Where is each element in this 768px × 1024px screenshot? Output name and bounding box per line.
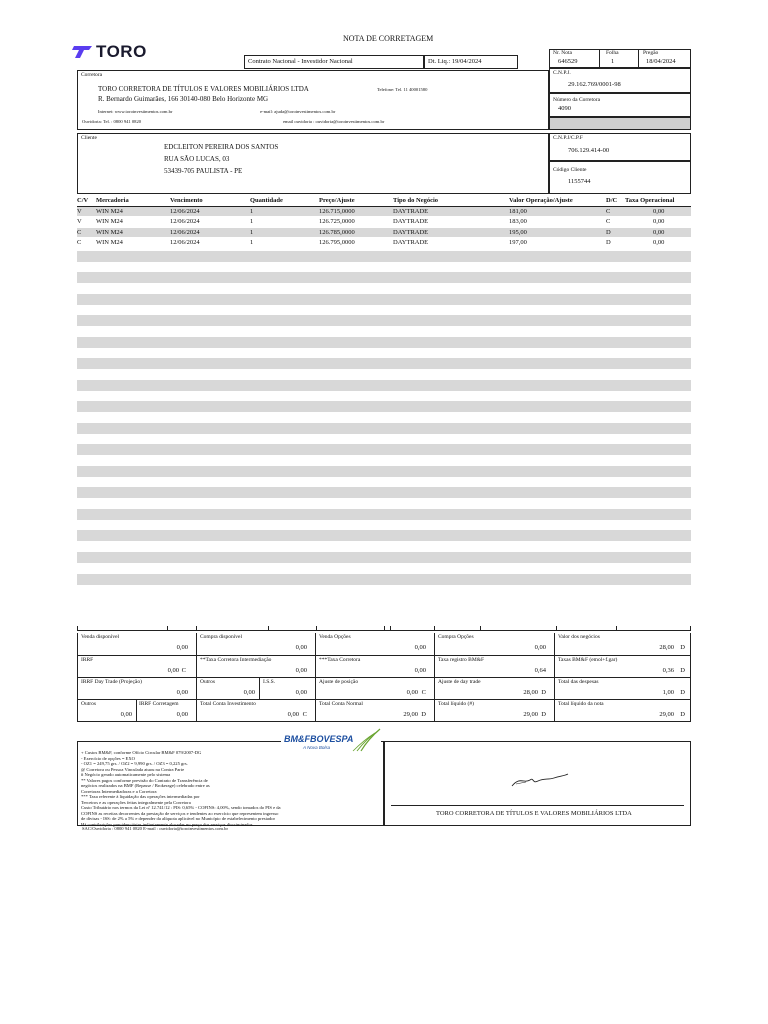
- table-row: [77, 217, 691, 226]
- cell-valor: 195,00: [509, 229, 527, 236]
- folha-label: Folha: [606, 50, 619, 56]
- valor-negocios-dc: D: [680, 644, 685, 651]
- compra-disponivel-cell: [196, 633, 316, 656]
- col-dc: D/C: [606, 197, 618, 204]
- compra-opcoes-value: 0,00: [534, 644, 546, 651]
- valor-negocios-label: Valor dos negócios: [558, 634, 600, 640]
- ouvidoria: Ouvidoria: Tel. : 0800 941 0820: [82, 119, 142, 124]
- col-tipo: Tipo do Negócio: [393, 197, 439, 204]
- cliente-box: [77, 133, 549, 194]
- cell-tipo: DAYTRADE: [393, 229, 429, 236]
- col-quantidade: Quantidade: [250, 197, 283, 204]
- trades-table-header: [77, 197, 691, 207]
- taxas-bmf-label: Taxas BM&F (emol+f.gar): [558, 657, 618, 663]
- codigo-cliente: 1155744: [568, 178, 591, 185]
- cell-preco: 126.785,0000: [319, 229, 355, 236]
- total-conta-invest-value: 0,00: [287, 711, 299, 718]
- codigo-cliente-label: Código Cliente: [553, 167, 587, 173]
- corretora-box: [77, 70, 549, 130]
- cell-cv: V: [77, 208, 82, 215]
- total-despesas-dc: D: [680, 689, 685, 696]
- venda-disponivel-value: 0,00: [176, 644, 188, 651]
- total-liquido-cell: [434, 700, 555, 722]
- cell-vencimento: 12/06/2024: [170, 218, 200, 225]
- contract-type: Contrato Nacional - Investidor Nacional: [248, 58, 353, 65]
- total-despesas-cell: [554, 678, 691, 700]
- ajuste-posicao-dc: C: [421, 689, 426, 696]
- cell-taxa: 0,00: [653, 208, 665, 215]
- cliente-street: RUA SÃO LUCAS, 03: [164, 155, 230, 163]
- note-line: @ Corretora ou Pessoa Vinculada atuou na Contra Parte: [81, 766, 185, 772]
- total-liquido-nota-cell: [554, 700, 691, 722]
- signature-company: TORO CORRETORA DE TÍTULOS E VALORES MOBILIÁRIOS LTDA: [436, 810, 632, 817]
- telefone: Telefone: Tel. 11 40001580: [377, 87, 428, 92]
- cell-taxa: 0,00: [653, 239, 665, 246]
- compra-disponivel-label: Compra disponível: [200, 634, 243, 640]
- col-mercadoria: Mercadoria: [96, 197, 129, 204]
- venda-disponivel-cell: [77, 633, 197, 656]
- cell-mercadoria: WIN M24: [96, 229, 123, 236]
- numero-corretora-box: [549, 93, 691, 117]
- irrf-dc: C: [181, 667, 186, 674]
- irrf-cell: [77, 656, 197, 678]
- cell-quantidade: 1: [250, 239, 254, 246]
- signature-box: [384, 741, 691, 826]
- outros2-cell: [77, 700, 137, 722]
- total-despesas-label: Total das despesas: [558, 679, 599, 685]
- irrf-value: 0,00: [167, 667, 179, 674]
- email: e-mail: ajuda@toroinvestimentos.com.br: [260, 109, 336, 114]
- total-liquido-nota-dc: D: [680, 711, 685, 718]
- irrf-daytrade-label: IRRF Day Trade (Projeção): [81, 679, 142, 685]
- valor-negocios-value: 28,00: [659, 644, 674, 651]
- note-line: - OZ1 = 249,75 grs. / OZ2 = 9,990 grs. / OZ3 = 0,225 grs.: [81, 761, 188, 766]
- compra-opcoes-label: Compra Opções: [438, 634, 474, 640]
- cell-cv: V: [77, 218, 82, 225]
- cell-preco: 126.795,0000: [319, 239, 355, 246]
- ajuste-daytrade-label: Ajuste de day trade: [438, 679, 481, 685]
- cell-vencimento: 12/06/2024: [170, 208, 200, 215]
- col-cv: C/V: [77, 197, 89, 204]
- table-row: [77, 238, 691, 247]
- iss-value: 0,00: [295, 689, 307, 696]
- cell-quantidade: 1: [250, 218, 254, 225]
- cell-dc: D: [606, 239, 611, 246]
- total-liquido-dc: D: [541, 711, 546, 718]
- cell-mercadoria: WIN M24: [96, 208, 123, 215]
- taxas-bmf-cell: [554, 656, 691, 678]
- cell-vencimento: 12/06/2024: [170, 229, 200, 236]
- dt-liq-box: [424, 55, 518, 69]
- col-preco: Preço/Ajuste: [319, 197, 355, 204]
- cell-valor: 183,00: [509, 218, 527, 225]
- outros-label: Outros: [200, 679, 215, 685]
- cell-valor: 181,00: [509, 208, 527, 215]
- cell-quantidade: 1: [250, 208, 254, 215]
- ajuste-daytrade-value: 28,00: [523, 689, 538, 696]
- iss-label: I.S.S.: [263, 679, 276, 685]
- valor-negocios-cell: [554, 633, 691, 656]
- venda-opcoes-cell: [315, 633, 435, 656]
- corretora-address: R. Bernardo Guimarães, 166 30140-080 Belo Horizonte MG: [98, 95, 269, 103]
- cpf: 706.129.414-00: [568, 147, 610, 154]
- taxas-bmf-dc: D: [680, 667, 685, 674]
- taxa-registro-label: Taxa registro BM&F: [438, 657, 485, 663]
- shaded-box: [549, 117, 691, 130]
- note-line: Corretoras Intermediadoras e a Corretora: [81, 788, 157, 794]
- nr-nota-label: Nr. Nota: [553, 50, 572, 56]
- folha: 1: [611, 58, 615, 65]
- note-line: # Negócio gerado automaticamente pelo sistema: [81, 772, 171, 777]
- notes-box: [77, 734, 384, 827]
- total-conta-invest-dc: C: [302, 711, 307, 718]
- table-row: [77, 228, 691, 237]
- cell-taxa: 0,00: [653, 229, 665, 236]
- page-title: NOTA DE CORRETAGEM: [343, 34, 434, 43]
- note-line: Há contribuições previdenciárias indiretamente alocadas no preço dos serviços discriminados: [81, 821, 253, 827]
- pregao-label: Pregão: [643, 50, 659, 56]
- pregao: 18/04/2024: [646, 58, 676, 65]
- note-line: ** Valores pagos conforme previsão do Contrato de Transferência de: [81, 777, 208, 783]
- signature-icon: [510, 770, 570, 790]
- cell-cv: C: [77, 229, 82, 236]
- irrf-corretagem-label: IRRF Corretagem: [139, 701, 179, 707]
- dt-liq: Dt. Liq.: 19/04/2024: [428, 58, 482, 65]
- note-line: Terceiros e as operações feitas integralmente pela Corretora: [81, 799, 191, 805]
- taxa-corretora-value: 0,00: [295, 667, 307, 674]
- total-liquido-value: 29,00: [523, 711, 538, 718]
- outros-value: 0,00: [243, 689, 255, 696]
- total-liquido-nota-value: 29,00: [659, 711, 674, 718]
- note-line: negócios realizados na BMF (Repasse / Brokerage) celebrado entre as: [81, 783, 210, 788]
- cell-tipo: DAYTRADE: [393, 218, 429, 225]
- total-conta-normal-dc: D: [421, 711, 426, 718]
- logo-text: TORO: [96, 42, 147, 61]
- total-liquido-label: Total líquido (#): [438, 701, 474, 707]
- cell-vencimento: 12/06/2024: [170, 239, 200, 246]
- taxa-registro-cell: [434, 656, 555, 678]
- bmf-tagline: A Nova Bolsa: [303, 745, 331, 750]
- cell-mercadoria: WIN M24: [96, 239, 123, 246]
- note-line: - Exercício de opções = EXO: [81, 755, 135, 761]
- cell-mercadoria: WIN M24: [96, 218, 123, 225]
- note-line: Custo Tributário nos termos da Lei nº 12.741/12 : PIS: 0,65% - COFINS: 4,00%, sendo tomados do PIS e da: [81, 805, 281, 810]
- cell-quantidade: 1: [250, 229, 254, 236]
- taxas-bmf-value: 0,36: [662, 667, 674, 674]
- col-vencimento: Vencimento: [170, 197, 203, 204]
- numero-corretora-label: Número da Corretora: [553, 97, 601, 103]
- cliente-name: EDCLEITON PEREIRA DOS SANTOS: [164, 143, 279, 151]
- cpf-label: C.N.P.J/C.P.F: [553, 135, 583, 141]
- toro-logo-icon: [72, 44, 94, 60]
- cell-tipo: DAYTRADE: [393, 239, 429, 246]
- cell-dc: C: [606, 218, 611, 225]
- bmf-logo-text: BM&FBOVESPA: [284, 734, 354, 744]
- compra-opcoes-cell: [434, 633, 555, 656]
- cell-taxa: 0,00: [653, 218, 665, 225]
- total-liquido-nota-label: Total líquido da nota: [558, 701, 604, 707]
- numero-corretora: 4090: [558, 105, 571, 112]
- footer-text: SAC/Ouvidoria : 0800 941 0820 E-mail : ouvidoria@toroinvestimentos.com.br: [82, 826, 228, 831]
- cell-dc: C: [606, 208, 611, 215]
- total-conta-normal-value: 29,00: [403, 711, 418, 718]
- outros2-value: 0,00: [120, 711, 132, 718]
- total-conta-normal-cell: [315, 700, 435, 722]
- total-conta-normal-label: Total Conta Normal: [319, 701, 363, 707]
- venda-opcoes-value: 0,00: [414, 644, 426, 651]
- irrf-daytrade-cell: [77, 678, 197, 700]
- note-line: + Custos BM&F, conforme Ofício Circular BM&F 079/2007-DG: [81, 750, 202, 755]
- cell-tipo: DAYTRADE: [393, 208, 429, 215]
- outros2-label: Outros: [81, 701, 96, 707]
- iss-cell: [259, 678, 316, 700]
- total-despesas-value: 1,00: [662, 689, 674, 696]
- cnpj: 29.162.769/0001-98: [568, 81, 621, 88]
- ajuste-posicao-label: Ajuste de posição: [319, 679, 359, 685]
- taxa-corretora2-cell: [315, 656, 435, 678]
- codigo-cliente-box: [549, 161, 691, 194]
- col-valor: Valor Operação/Ajuste: [509, 197, 573, 204]
- internet: Internet: www.toroinvestimentos.com.br: [98, 109, 173, 114]
- cell-preco: 126.715,0000: [319, 208, 355, 215]
- ajuste-daytrade-dc: D: [541, 689, 546, 696]
- cnpj-label: C.N.P.J.: [553, 70, 571, 76]
- taxa-corretora2-value: 0,00: [414, 667, 426, 674]
- nr-nota: 646529: [558, 58, 578, 65]
- nota-header-box: [549, 49, 691, 68]
- col-taxa: Taxa Operacional: [625, 197, 675, 204]
- cell-preco: 126.725,0000: [319, 218, 355, 225]
- irrf-label: IRRF: [81, 657, 94, 663]
- email-ouvidoria: email ouvidoria : ouvidoria@toroinvestimentos.com.br: [283, 119, 385, 124]
- ajuste-daytrade-cell: [434, 678, 555, 700]
- note-line: *** Taxa referente à liquidação das operações intermediadas por: [81, 794, 200, 799]
- cliente-city: 53439-705 PAULISTA - PE: [164, 167, 243, 175]
- note-line: COFINS as receitas decorrentes da prestação de serviços e tendentes ao exercício que representem ingresso: [81, 810, 279, 816]
- cell-dc: D: [606, 229, 611, 236]
- taxa-corretora-cell: [196, 656, 316, 678]
- cnpj-box: [549, 68, 691, 93]
- total-conta-invest-label: Total Conta Investimento: [200, 701, 256, 707]
- taxa-registro-value: 0,64: [534, 667, 546, 674]
- contract-box: [244, 55, 424, 69]
- cliente-label: Cliente: [81, 135, 97, 141]
- irrf-corretagem-cell: [136, 700, 197, 722]
- taxa-corretora-label: **Taxa Corretora Intermediação: [200, 657, 272, 663]
- total-conta-invest-cell: [196, 700, 316, 722]
- table-row: [77, 207, 691, 216]
- venda-opcoes-label: Venda Opções: [319, 634, 351, 640]
- ajuste-posicao-value: 0,00: [406, 689, 418, 696]
- corretora-label: Corretora: [81, 72, 103, 78]
- ajuste-posicao-cell: [315, 678, 435, 700]
- cell-cv: C: [77, 239, 82, 246]
- outros-cell: [196, 678, 260, 700]
- irrf-daytrade-value: 0,00: [176, 689, 188, 696]
- note-line: de divisas - ISS: de 2% a 5% e depender da alíquota aplicável no Município de estabelecimento prestador: [81, 816, 276, 821]
- taxa-corretora2-label: ***Taxa Corretora: [319, 657, 361, 663]
- compra-disponivel-value: 0,00: [295, 644, 307, 651]
- venda-disponivel-label: Venda disponível: [81, 634, 120, 640]
- cell-valor: 197,00: [509, 239, 527, 246]
- irrf-corretagem-value: 0,00: [176, 711, 188, 718]
- cpf-box: [549, 133, 691, 161]
- corretora-name: TORO CORRETORA DE TÍTULOS E VALORES MOBILIÁRIOS LTDA: [98, 85, 309, 93]
